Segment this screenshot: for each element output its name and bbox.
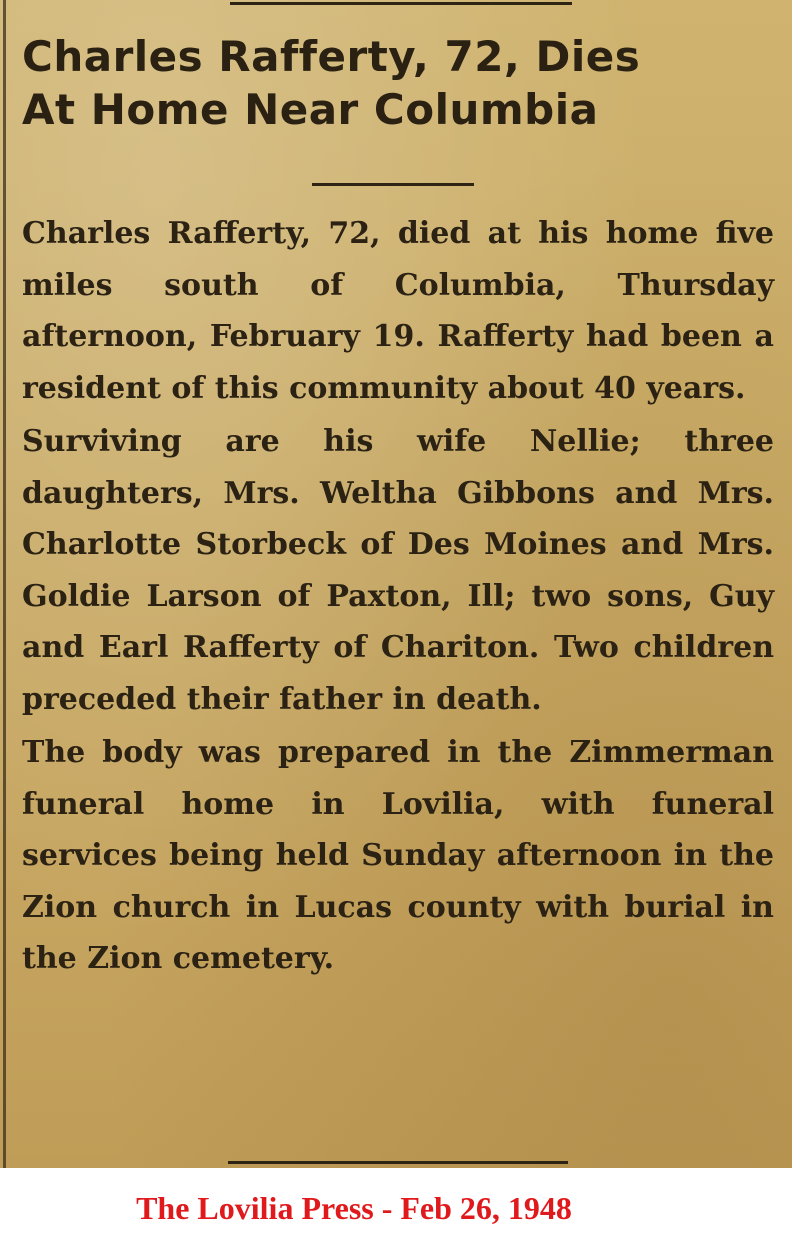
article-body bbox=[22, 208, 774, 985]
article-paragraph-2: Surviving are his wife Nellie; three daughters, Mrs. Weltha Gibbons and Mrs. Charlotte Storbeck of Des Moines and Mrs. Goldie Larson of Paxton, Ill; two sons, Guy and Earl Rafferty of Chariton. Two children preceded their father in death. bbox=[22, 424, 774, 717]
headline-line-2: At Home Near Columbia bbox=[22, 85, 599, 134]
bottom-rule bbox=[228, 1161, 568, 1164]
headline bbox=[22, 30, 782, 136]
top-rule bbox=[230, 2, 572, 5]
column-rule-left bbox=[3, 0, 6, 1168]
article-paragraph-3: The body was prepared in the Zimmerman funeral home in Lovilia, with funeral services being held Sunday afternoon in the Zion church in Lucas county with burial in the Zion cemetery. bbox=[22, 735, 774, 976]
article-paragraph-1: Charles Rafferty, 72, died at his home five miles south of Columbia, Thursday afternoon, February 19. Rafferty had been a resident of this community about 40 years. bbox=[22, 216, 774, 406]
headline-divider bbox=[312, 183, 474, 186]
source-caption: The Lovilia Press - Feb 26, 1948 bbox=[136, 1190, 572, 1226]
headline-line-1: Charles Rafferty, 72, Dies bbox=[22, 32, 641, 81]
